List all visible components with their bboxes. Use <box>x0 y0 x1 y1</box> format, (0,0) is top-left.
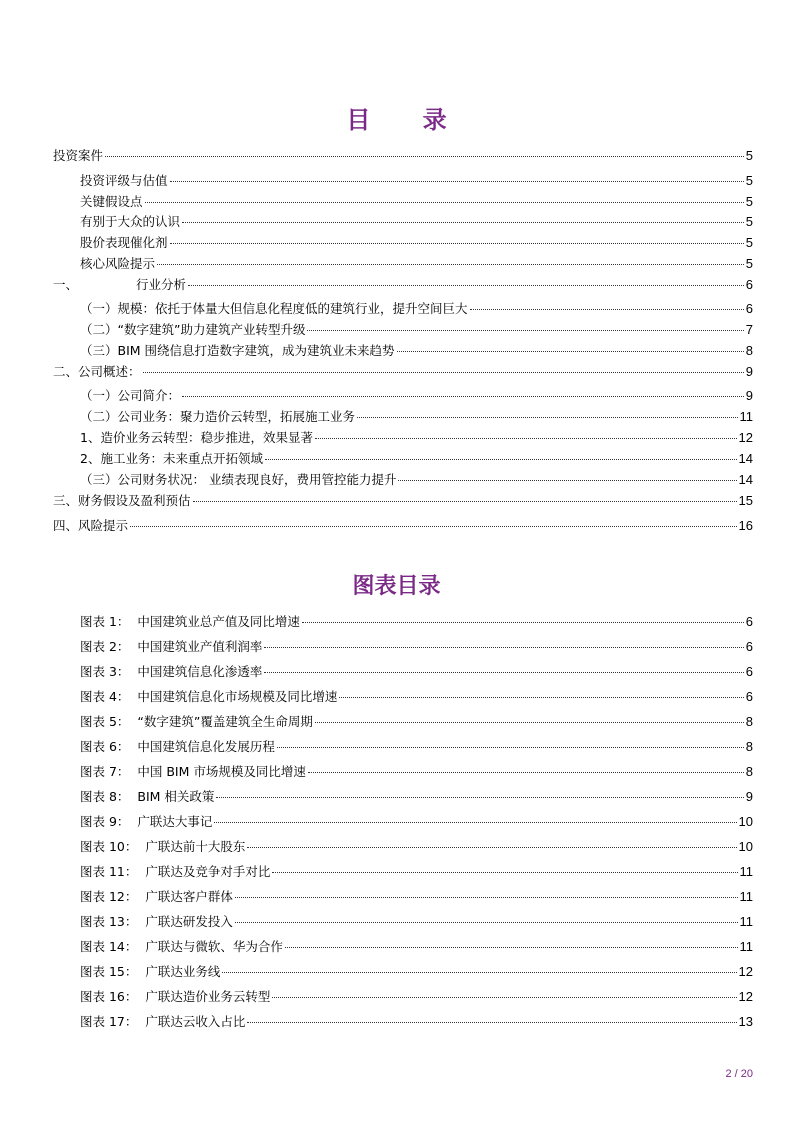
dot-leader <box>188 285 744 286</box>
dot-leader <box>308 772 744 773</box>
toc-entry-number: 一、 <box>53 277 79 292</box>
figure-entry-label: 图表 15： 广联达业务线 <box>80 964 221 979</box>
toc-entry-page: 15 <box>738 493 753 508</box>
toc-entry-page: 5 <box>745 173 753 188</box>
toc-entry-label: 有别于大众的认识 <box>80 214 181 229</box>
dot-leader <box>265 459 737 460</box>
figure-entry[interactable] <box>80 963 753 981</box>
toc-entry-label: （一）公司简介： <box>80 388 181 403</box>
figure-entry-page: 6 <box>745 614 753 629</box>
dot-leader <box>397 351 744 352</box>
toc-entry-page: 9 <box>745 364 753 379</box>
figure-entry[interactable] <box>80 938 753 956</box>
figure-entry-label: 图表 7： 中国 BIM 市场规模及同比增速 <box>80 764 306 779</box>
dot-leader <box>339 697 743 698</box>
toc-entry-page: 16 <box>738 518 753 533</box>
figure-entry[interactable] <box>80 988 753 1006</box>
toc-entry[interactable] <box>80 255 753 273</box>
toc-entry[interactable] <box>80 429 753 447</box>
toc-entry[interactable] <box>80 234 753 252</box>
figure-entry-label: 图表 6： 中国建筑信息化发展历程 <box>80 739 275 754</box>
dot-leader <box>272 997 736 998</box>
toc-entry-page: 6 <box>745 277 753 292</box>
toc-entry-page: 5 <box>745 148 753 163</box>
toc-entry[interactable] <box>80 450 753 468</box>
toc-entry[interactable] <box>80 387 753 405</box>
figure-entry[interactable] <box>80 763 753 781</box>
toc-entry-page: 9 <box>745 388 753 403</box>
figure-entry-page: 8 <box>745 739 753 754</box>
dot-leader <box>247 847 736 848</box>
toc-entry-label: 四、风险提示 <box>53 518 129 533</box>
figure-entry-page: 9 <box>745 789 753 804</box>
figure-entry-page: 6 <box>745 639 753 654</box>
toc-entry[interactable] <box>80 172 753 190</box>
figure-entry-page: 13 <box>738 1014 753 1029</box>
figure-entry-label: 图表 13： 广联达研发投入 <box>80 914 233 929</box>
figure-entry-label: 图表 17： 广联达云收入占比 <box>80 1014 246 1029</box>
dot-leader <box>285 947 738 948</box>
dot-leader <box>302 622 744 623</box>
figure-entry-page: 12 <box>738 964 753 979</box>
dot-leader <box>470 309 744 310</box>
toc-entry-label: 三、财务假设及盈利预估 <box>53 493 191 508</box>
figure-entry-label: 图表 12： 广联达客户群体 <box>80 889 233 904</box>
toc-entry-label: （三）BIM 围绕信息打造数字建筑，成为建筑业未来趋势 <box>80 343 395 358</box>
figure-entry-page: 11 <box>739 914 753 929</box>
dot-leader <box>157 264 744 265</box>
page-number: 2 / 20 <box>725 1068 753 1080</box>
toc-entry-label: 1、造价业务云转型：稳步推进，效果显著 <box>80 430 313 445</box>
toc-title: 目 录 <box>346 105 469 134</box>
figure-entry-page: 10 <box>738 814 753 829</box>
dot-leader <box>277 747 744 748</box>
toc-entry-label: 2、施工业务：未来重点开拓领域 <box>80 451 263 466</box>
toc-entry-page: 7 <box>745 322 753 337</box>
figure-entry-page: 11 <box>739 864 753 879</box>
toc-entry-page: 5 <box>745 194 753 209</box>
dot-leader <box>264 672 743 673</box>
figure-entry-page: 11 <box>739 939 753 954</box>
figure-entry-label: 图表 5： “数字建筑”覆盖建筑全生命周期 <box>80 714 313 729</box>
figures-title: 图表目录 <box>352 573 441 599</box>
figure-entry-page: 6 <box>745 689 753 704</box>
dot-leader <box>143 372 744 373</box>
toc-entry[interactable] <box>80 213 753 231</box>
dot-leader <box>170 243 744 244</box>
figure-entry-page: 6 <box>745 664 753 679</box>
figure-entry-label: 图表 9： 广联达大事记 <box>80 814 213 829</box>
toc-entry-label: 二、公司概述： <box>53 364 141 379</box>
dot-leader <box>216 797 743 798</box>
toc-entry-page: 5 <box>745 256 753 271</box>
toc-entry-label: （一）规模：依托于体量大但信息化程度低的建筑行业，提升空间巨大 <box>80 301 468 316</box>
toc-entry-page: 5 <box>745 235 753 250</box>
toc-entry-page: 8 <box>745 343 753 358</box>
toc-entry[interactable] <box>53 517 753 535</box>
toc-entry-page: 14 <box>738 451 753 466</box>
figure-entry[interactable] <box>80 788 753 806</box>
figure-entry-page: 12 <box>738 989 753 1004</box>
figure-entry-label: 图表 4： 中国建筑信息化市场规模及同比增速 <box>80 689 338 704</box>
toc-entry-label: （二）公司业务：聚力造价云转型，拓展施工业务 <box>80 409 356 424</box>
figure-entry-label: 图表 8： BIM 相关政策 <box>80 789 215 804</box>
toc-entry-label: 关键假设点 <box>80 194 143 209</box>
toc-entry-label: （二）“数字建筑”助力建筑产业转型升级 <box>80 322 306 337</box>
figure-entry-label: 图表 2： 中国建筑业产值利润率 <box>80 639 263 654</box>
dot-leader <box>315 722 744 723</box>
figure-entry[interactable] <box>80 613 753 631</box>
figure-entry-label: 图表 14： 广联达与微软、华为合作 <box>80 939 283 954</box>
figure-entry-page: 11 <box>739 889 753 904</box>
figure-entry-page: 8 <box>745 764 753 779</box>
toc-entry[interactable] <box>80 300 753 318</box>
figure-entry[interactable] <box>80 913 753 931</box>
toc-entry[interactable] <box>80 408 753 426</box>
toc-entry-label: 股价表现催化剂 <box>80 235 168 250</box>
dot-leader <box>235 922 738 923</box>
dot-leader <box>130 526 737 527</box>
toc-entry[interactable] <box>80 471 753 489</box>
toc-entry-label: （三）公司财务状况： 业绩表现良好，费用管控能力提升 <box>80 472 397 487</box>
figure-entry-label: 图表 10： 广联达前十大股东 <box>80 839 246 854</box>
toc-entry-page: 12 <box>738 430 753 445</box>
toc-entry-page: 11 <box>739 409 753 424</box>
figure-entry[interactable] <box>80 863 753 881</box>
dot-leader <box>247 1022 736 1023</box>
dot-leader <box>145 202 744 203</box>
toc-entry[interactable] <box>136 276 753 294</box>
figure-entry-label: 图表 3： 中国建筑信息化渗透率 <box>80 664 263 679</box>
toc-entry[interactable] <box>80 193 753 211</box>
dot-leader <box>357 417 737 418</box>
dot-leader <box>182 396 744 397</box>
figure-entry-label: 图表 1： 中国建筑业总产值及同比增速 <box>80 614 300 629</box>
dot-leader <box>272 872 737 873</box>
figure-entry-label: 图表 11： 广联达及竞争对手对比 <box>80 864 271 879</box>
dot-leader <box>398 480 736 481</box>
figure-entry[interactable] <box>80 738 753 756</box>
dot-leader <box>264 647 743 648</box>
toc-entry[interactable] <box>53 147 753 165</box>
dot-leader <box>105 156 744 157</box>
dot-leader <box>315 438 737 439</box>
toc-entry[interactable] <box>53 363 753 381</box>
toc-entry-label: 行业分析 <box>136 277 187 292</box>
toc-entry[interactable] <box>53 492 753 510</box>
figure-entry[interactable] <box>80 688 753 706</box>
figure-entry[interactable] <box>80 713 753 731</box>
toc-entry[interactable] <box>80 321 753 339</box>
toc-entry-label: 核心风险提示 <box>80 256 156 271</box>
toc-entry-page: 6 <box>745 301 753 316</box>
figure-entry[interactable] <box>80 1013 753 1031</box>
toc-entry-label: 投资案件 <box>53 148 104 163</box>
toc-entry-label: 投资评级与估值 <box>80 173 168 188</box>
dot-leader <box>307 330 743 331</box>
dot-leader <box>214 822 736 823</box>
dot-leader <box>170 181 744 182</box>
figure-entry-page: 8 <box>745 714 753 729</box>
toc-entry[interactable] <box>80 342 753 360</box>
toc-entry-page: 14 <box>738 472 753 487</box>
dot-leader <box>222 972 736 973</box>
figure-entry-page: 10 <box>738 839 753 854</box>
dot-leader <box>235 897 738 898</box>
figure-entry[interactable] <box>80 838 753 856</box>
dot-leader <box>193 501 737 502</box>
figure-entry[interactable] <box>80 638 753 656</box>
toc-entry-page: 5 <box>745 214 753 229</box>
dot-leader <box>182 222 744 223</box>
figure-entry[interactable] <box>80 888 753 906</box>
figure-entry[interactable] <box>80 663 753 681</box>
figure-entry-label: 图表 16： 广联达造价业务云转型 <box>80 989 271 1004</box>
figure-entry[interactable] <box>80 813 753 831</box>
